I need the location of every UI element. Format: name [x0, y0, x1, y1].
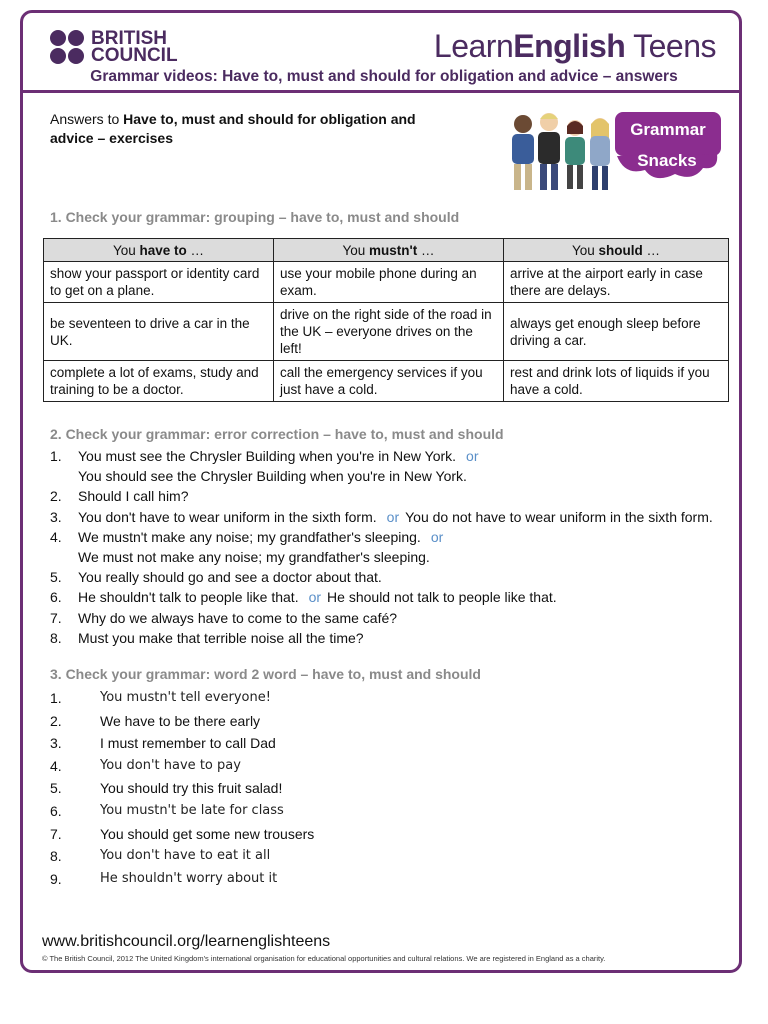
item-number: 2. [50, 488, 62, 505]
table-cell: call the emergency services if you just have a cold. [274, 361, 504, 402]
item-number: 4. [50, 757, 62, 774]
table-cell: be seventeen to drive a car in the UK. [44, 303, 274, 361]
item-number: 3. [50, 735, 62, 752]
item-text: You mustn't tell everyone! [100, 690, 271, 705]
learnenglish-teens-logo: LearnEnglish Teens [433, 28, 716, 64]
table-cell: use your mobile phone during an exam. [274, 262, 504, 303]
item-text: You should see the Chrysler Building when you're in New York. [78, 468, 467, 485]
item-text: Should I call him? [78, 488, 189, 505]
item-number: 6. [50, 589, 62, 606]
item-number: 5. [50, 569, 62, 586]
footer-copyright: © The British Council, 2012 The United Kingdom's international organisation for educational opportunities and cultural relations. We are registered in England as a charity. [42, 954, 606, 963]
table-cell: always get enough sleep before driving a car. [504, 303, 729, 361]
table-row [44, 303, 729, 361]
item-text: You should get some new trousers [100, 825, 315, 842]
or-connector: or [386, 508, 400, 525]
item-text: Must you make that terrible noise all the time? [78, 629, 364, 646]
table-cell: drive on the right side of the road in the UK – everyone drives on the left! [274, 303, 504, 361]
table-row [44, 262, 729, 303]
section-3-heading: 3. Check your grammar: word 2 word – have to, must and should [50, 666, 481, 682]
badge-line-2: Snacks [637, 151, 697, 170]
item-number: 8. [50, 629, 62, 646]
section-2-heading: 2. Check your grammar: error correction – have to, must and should [50, 426, 504, 442]
column-header-mustnt: You mustn't … [274, 239, 504, 262]
item-text: You must see the Chrysler Building when you're in New York. or [78, 448, 479, 464]
table-cell: arrive at the airport early in case there are delays. [504, 262, 729, 303]
item-number: 5. [50, 780, 62, 797]
header-divider [23, 90, 739, 93]
or-connector: or [466, 448, 479, 464]
grammar-snacks-illustration [505, 108, 725, 198]
item-text: You don't have to pay [100, 757, 241, 773]
item-number: 9. [50, 870, 62, 887]
intro-text: Answers to Have to, must and should for obligation and advice – exercises [50, 111, 416, 146]
item-number: 6. [50, 802, 62, 819]
teens-group-icon [505, 108, 725, 198]
item-number: 8. [50, 848, 62, 865]
item-number: 4. [50, 528, 62, 545]
british-council-logo [50, 30, 178, 64]
badge-line-1: Grammar [630, 120, 706, 139]
section-1-heading: 1. Check your grammar: grouping – have to, must and should [50, 209, 460, 225]
item-text: You mustn't be late for class [100, 802, 284, 818]
logo-line-2: COUNCIL [91, 45, 178, 66]
table-row [44, 361, 729, 402]
logo-dots-icon [50, 30, 84, 64]
item-number: 2. [50, 712, 62, 729]
item-text: He shouldn't talk to people like that. or He should not talk to people like that. [78, 589, 557, 606]
footer-url[interactable]: www.britishcouncil.org/learnenglishteens [42, 933, 331, 950]
item-text: We mustn't make any noise; my grandfather's sleeping. or [78, 528, 444, 545]
item-text: You should try this fruit salad! [100, 780, 283, 797]
item-text: We must not make any noise; my grandfather's sleeping. [78, 548, 430, 565]
item-text: Why do we always have to come to the same café? [78, 609, 398, 626]
page-title: Grammar videos: Have to, must and should for obligation and advice – answers [90, 68, 678, 85]
grouping-table [43, 238, 729, 402]
item-number: 3. [50, 508, 62, 525]
table-cell: show your passport or identity card to get on a plane. [44, 262, 274, 303]
table-cell: rest and drink lots of liquids if you have a cold. [504, 361, 729, 402]
or-connector: or [430, 528, 444, 545]
logo-line-1: BRITISH [91, 28, 167, 49]
item-number: 7. [50, 825, 62, 842]
item-text: He shouldn't worry about it [100, 870, 278, 886]
item-text: You really should go and see a doctor about that. [78, 569, 382, 586]
or-connector: or [308, 589, 322, 606]
item-number: 1. [50, 448, 62, 464]
item-number: 1. [50, 690, 62, 706]
column-header-have-to: You have to … [44, 239, 274, 262]
item-text: We have to be there early [100, 712, 261, 729]
item-text: I must remember to call Dad [100, 735, 276, 752]
item-text: You don't have to wear uniform in the sixth form. or You do not have to wear uniform in the sixth form. [78, 508, 713, 525]
table-cell: complete a lot of exams, study and training to be a doctor. [44, 361, 274, 402]
item-text: You don't have to eat it all [100, 848, 271, 864]
column-header-should: You should … [504, 239, 729, 262]
item-number: 7. [50, 609, 62, 626]
